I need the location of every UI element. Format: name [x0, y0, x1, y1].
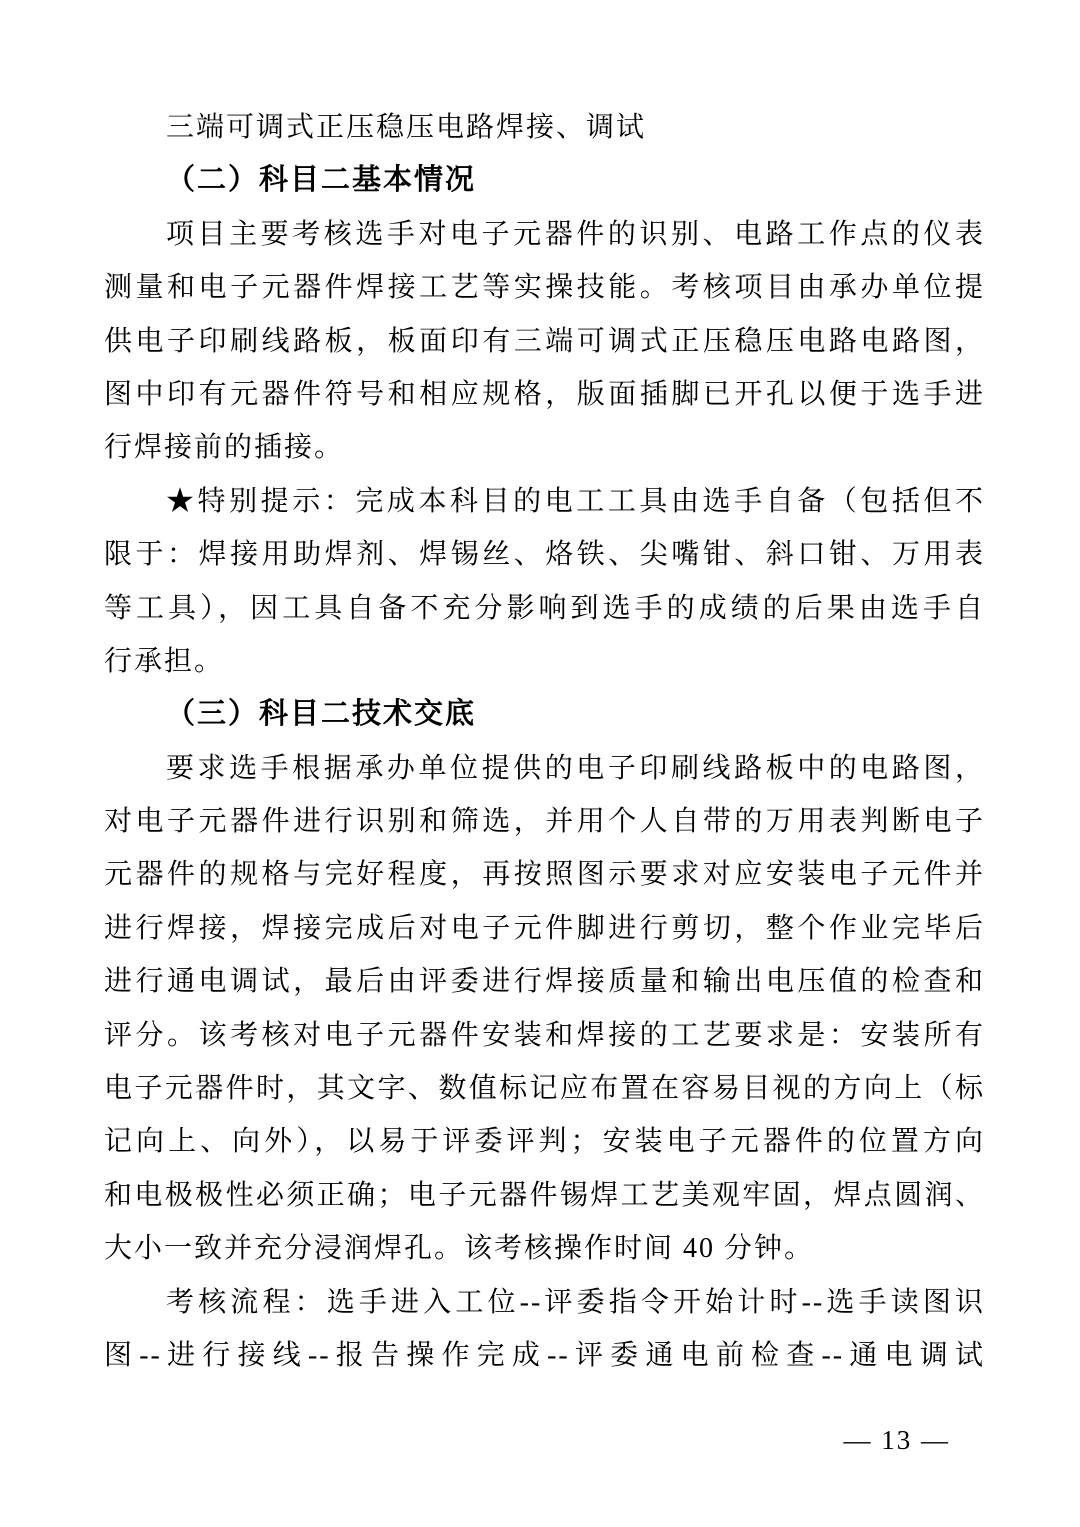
text-line: 进行通电调试，最后由评委进行焊接质量和输出电压值的检查和: [104, 966, 985, 998]
para-subject2-overview: [104, 208, 985, 475]
text-line: 评分。该考核对电子元器件安装和焊接的工艺要求是：安装所有: [104, 1019, 985, 1051]
text-line: 三端可调式正压稳压电路焊接、调试: [166, 112, 647, 143]
heading-line: （二）科目二基本情况: [166, 164, 477, 197]
page-number: — 13 —: [843, 1425, 950, 1455]
text-line: 行焊接前的插接。: [104, 432, 345, 464]
para-exam-flow: [104, 1276, 985, 1383]
text-line: 元器件的规格与完好程度，再按照图示要求对应安装电子元件并: [104, 859, 985, 891]
document-body: [104, 101, 985, 1382]
text-line: 要求选手根据承办单位提供的电子印刷线路板中的电路图，: [166, 752, 985, 784]
para-circuit-title-continuation: [104, 101, 985, 154]
text-line: 项目主要考核选手对电子元器件的识别、电路工作点的仪表: [166, 218, 985, 250]
text-line: 记向上、向外），以易于评委评判；安装电子元器件的位置方向: [104, 1126, 985, 1158]
text-line: 图--进行接线--报告操作完成--评委通电前检查--通电调试: [104, 1339, 985, 1371]
text-line: 测量和电子元器件焊接工艺等实操技能。考核项目由承办单位提: [104, 272, 985, 304]
text-line: 限于：焊接用助焊剂、焊锡丝、烙铁、尖嘴钳、斜口钳、万用表: [104, 539, 985, 571]
text-line: 进行焊接，焊接完成后对电子元件脚进行剪切，整个作业完毕后: [104, 912, 985, 944]
text-line: 考核流程：选手进入工位--评委指令开始计时--选手读图识: [166, 1286, 985, 1318]
text-line: 和电极极性必须正确；电子元器件锡焊工艺美观牢固，焊点圆润、: [104, 1179, 985, 1211]
text-line: 行承担。: [104, 645, 225, 677]
text-line: 图中印有元器件符号和相应规格，版面插脚已开孔以便于选手进: [104, 378, 985, 410]
text-line: 大小一致并充分浸润焊孔。该考核操作时间 40 分钟。: [104, 1233, 815, 1265]
heading-line: （三）科目二技术交底: [166, 698, 477, 731]
text-line: 供电子印刷线路板，板面印有三端可调式正压稳压电路电路图，: [104, 325, 985, 357]
section-heading-subject2-technical-brief: [104, 688, 985, 741]
para-special-note: [104, 475, 985, 689]
section-heading-subject2-basics: [104, 154, 985, 207]
text-line: ★特别提示：完成本科目的电工工具由选手自备（包括但不: [166, 485, 985, 517]
text-line: 对电子元器件进行识别和筛选，并用个人自带的万用表判断电子: [104, 806, 985, 838]
text-line: 电子元器件时，其文字、数值标记应布置在容易目视的方向上（标: [104, 1073, 985, 1105]
para-technical-brief: [104, 742, 985, 1276]
text-line: 等工具），因工具自备不充分影响到选手的成绩的后果由选手自: [104, 592, 985, 624]
